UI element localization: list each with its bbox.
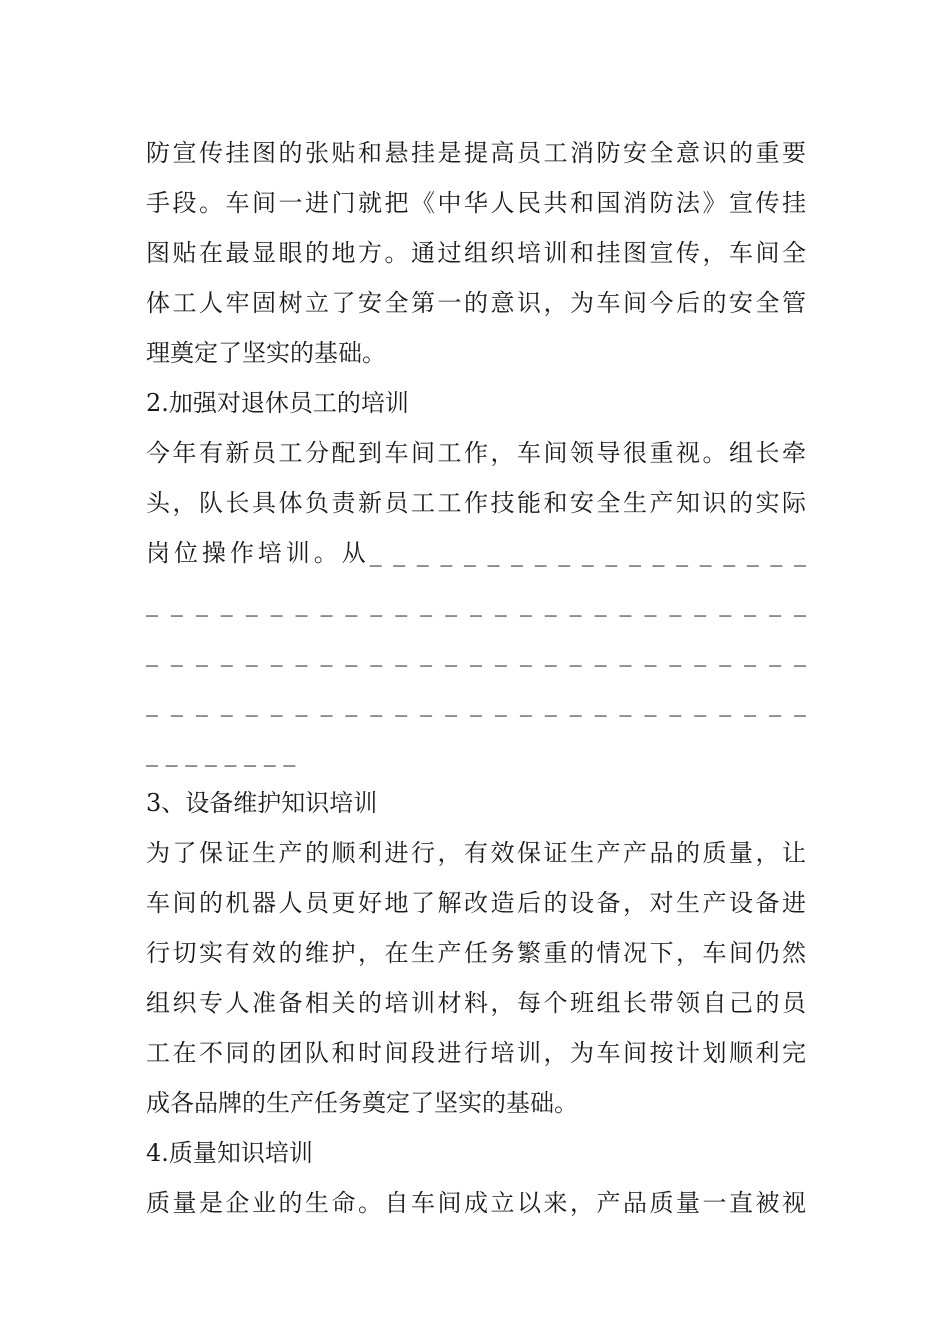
- paragraph-line: 质量是企业的生命。自车间成立以来，产品质量一直被视: [146, 1189, 806, 1217]
- paragraph-line: 今年有新员工分配到车间工作，车间领导很重视。组长牵: [146, 439, 806, 467]
- paragraph-line: 为了保证生产的顺利进行，有效保证生产产品的质量，让: [146, 839, 806, 867]
- paragraph-line: 行切实有效的维护，在生产任务繁重的情况下，车间仍然: [146, 939, 806, 967]
- paragraph-line: 防宣传挂图的张贴和悬挂是提高员工消防安全意识的重要: [146, 139, 806, 167]
- section-heading: 2.加强对退休员工的培训: [146, 389, 409, 417]
- section-heading: 3、设备维护知识培训: [146, 789, 378, 817]
- blank-fill-line: _ _ _ _ _ _ _ _ _ _ _ _ _ _ _ _ _ _ _ _ _ _ _ _ _ _ _: [146, 639, 806, 667]
- blank-fill-line: _ _ _ _ _ _ _ _ _ _ _ _ _ _ _ _ _ _ _ _ _ _ _ _ _ _ _: [146, 689, 806, 717]
- blank-fill-line: _ _ _ _ _ _ _ _: [146, 739, 296, 767]
- paragraph-line: 工在不同的团队和时间段进行培训，为车间按计划顺利完: [146, 1039, 806, 1067]
- paragraph-line: 手段。车间一进门就把《中华人民共和国消防法》宣传挂: [146, 189, 806, 217]
- blank-fill-line: _ _ _ _ _ _ _ _ _ _ _ _ _ _ _ _ _ _ _ _ _ _ _ _ _ _ _: [146, 589, 806, 617]
- section-heading: 4.质量知识培训: [146, 1139, 313, 1167]
- paragraph-line: 头，队长具体负责新员工工作技能和安全生产知识的实际: [146, 489, 806, 517]
- paragraph-line: 车间的机器人员更好地了解改造后的设备，对生产设备进: [146, 889, 806, 917]
- paragraph-line: 组织专人准备相关的培训材料，每个班组长带领自己的员: [146, 989, 806, 1017]
- paragraph-line: 岗位操作培训。从_ _ _ _ _ _ _ _ _ _ _ _ _ _ _ _ _ _ _: [146, 539, 806, 567]
- paragraph-line: 体工人牢固树立了安全第一的意识，为车间今后的安全管: [146, 289, 806, 317]
- paragraph-line: 图贴在最显眼的地方。通过组织培训和挂图宣传，车间全: [146, 239, 806, 267]
- paragraph-line: 理奠定了坚实的基础。: [146, 339, 386, 367]
- document-page: [146, 128, 806, 1228]
- paragraph-line: 成各品牌的生产任务奠定了坚实的基础。: [146, 1089, 578, 1117]
